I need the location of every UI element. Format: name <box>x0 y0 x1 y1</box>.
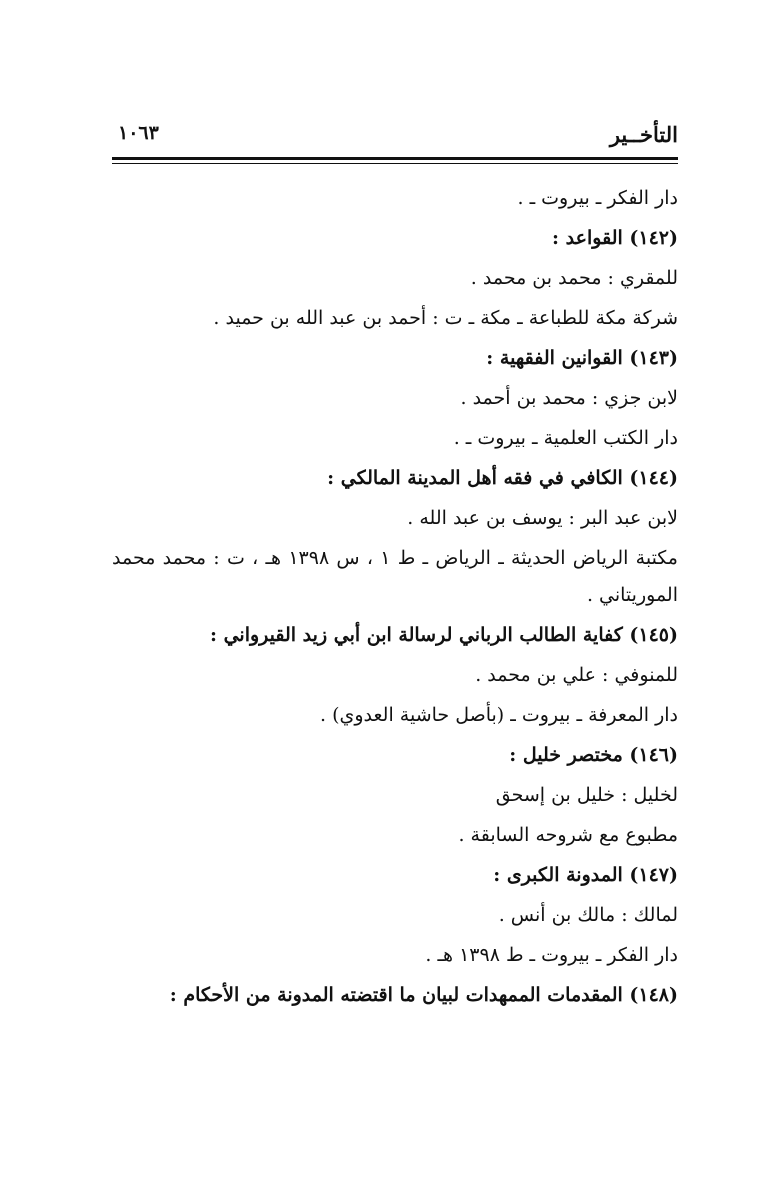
page-header <box>112 116 678 156</box>
publisher-line: شركة مكة للطباعة ـ مكة ـ ت : أحمد بن عبد الله بن حميد . <box>213 307 678 329</box>
entry-heading-147: (١٤٧) المدونة الكبرى : <box>493 864 678 886</box>
author-line: لخليل : خليل بن إسحق <box>495 784 678 806</box>
bibliography-list <box>112 178 678 1015</box>
author-line: لابن جزي : محمد بن أحمد . <box>460 387 678 409</box>
entry-heading-146: (١٤٦) مختصر خليل : <box>509 744 678 766</box>
author-line: للمنوفي : علي بن محمد . <box>475 664 678 686</box>
entry-heading-144: (١٤٤) الكافي في فقه أهل المدينة المالكي : <box>327 467 678 489</box>
publisher-line: مطبوع مع شروحه السابقة . <box>458 824 678 846</box>
header-rule-thick <box>112 157 678 160</box>
page-number: ١٠٦٣ <box>118 122 159 144</box>
header-rule-thin <box>112 163 678 164</box>
author-line: لمالك : مالك بن أنس . <box>498 904 678 926</box>
author-line: لابن عبد البر : يوسف بن عبد الله . <box>407 507 678 529</box>
entry-heading-142: (١٤٢) القواعد : <box>552 227 678 249</box>
publisher-line: مكتبة الرياض الحديثة ـ الرياض ـ ط ١ ، س ١٣٩٨ هـ ، ت : محمد محمد الموريتاني . <box>112 547 678 606</box>
publisher-line: دار الكتب العلمية ـ بيروت ـ . <box>453 427 678 449</box>
entry-heading-148: (١٤٨) المقدمات الممهدات لبيان ما اقتضته المدونة من الأحكام : <box>169 984 678 1006</box>
publisher-line: دار الفكر ـ بيروت ـ ط ١٣٩٨ هـ . <box>425 944 678 966</box>
running-title: التأخــير <box>609 122 678 147</box>
entry-heading-143: (١٤٣) القوانين الفقهية : <box>486 347 678 369</box>
publisher-line: دار الفكر ـ بيروت ـ . <box>517 187 678 209</box>
entry-heading-145: (١٤٥) كفاية الطالب الرباني لرسالة ابن أبي زيد القيرواني : <box>209 624 678 646</box>
publisher-line: دار المعرفة ـ بيروت ـ (بأصل حاشية العدوي) . <box>320 704 678 726</box>
author-line: للمقري : محمد بن محمد . <box>470 267 678 289</box>
